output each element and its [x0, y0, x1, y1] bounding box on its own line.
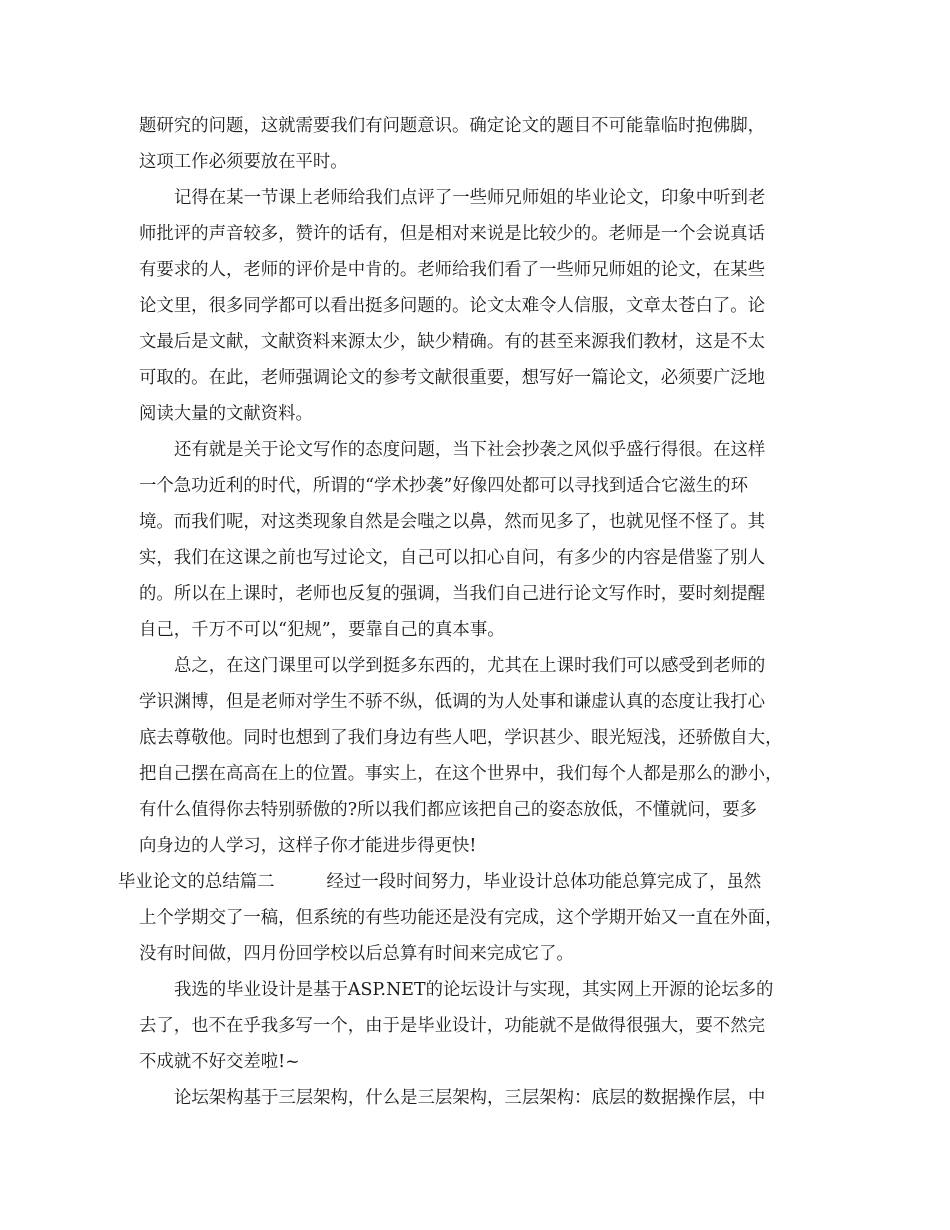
text-line: 自己，千万不可以“犯规”，要靠自己的真本事。	[139, 620, 505, 640]
text-line: 可取的。在此，老师强调论文的参考文献很重要，想写好一篇论文，必须要广泛地	[139, 368, 766, 388]
text-line: 境。而我们呢，对这类现象自然是会嗤之以鼻，然而见多了，也就见怪不怪了。其	[139, 512, 766, 532]
section-first-text: 经过一段时间努力，毕业设计总体功能总算完成了，虽然	[326, 872, 762, 892]
text-line: 题研究的问题，这就需要我们有问题意识。确定论文的题目不可能靠临时抱佛脚，	[139, 116, 766, 136]
text-line: 上个学期交了一稿，但系统的有些功能还是没有完成，这个学期开始又一直在外面，	[139, 908, 783, 928]
text-line: 向身边的人学习，这样子你才能进步得更快!	[139, 836, 477, 856]
text-line: 师批评的声音较多，赞许的话有，但是相对来说是比较少的。老师是一个会说真话	[139, 224, 766, 244]
paragraph-start-line: 我选的毕业设计是基于ASP.NET的论坛设计与实现，其实网上开源的论坛多的	[174, 980, 774, 1000]
text-line: 实，我们在这课之前也写过论文，自己可以扣心自问，有多少的内容是借鉴了别人	[139, 548, 766, 568]
text-line: 把自己摆在高高在上的位置。事实上，在这个世界中，我们每个人都是那么的渺小，	[139, 764, 783, 784]
text-line: 去了，也不在乎我多写一个，由于是毕业设计，功能就不是做得很强大，要不然完	[139, 1016, 766, 1036]
document-page	[118, 108, 819, 1116]
text-line: 有要求的人，老师的评价是中肯的。老师给我们看了一些师兄师姐的论文，在某些	[139, 260, 766, 280]
text-line: 阅读大量的文献资料。	[139, 404, 313, 424]
paragraph-start-line: 记得在某一节课上老师给我们点评了一些师兄师姐的毕业论文，印象中听到老	[174, 188, 766, 208]
paragraph-start-line: 论坛架构基于三层架构，什么是三层架构，三层架构：底层的数据操作层，中	[174, 1088, 766, 1108]
text-line: 有什么值得你去特别骄傲的?所以我们都应该把自己的姿态放低，不懂就问，要多	[139, 800, 757, 820]
text-line: 文最后是文献，文献资料来源太少，缺少精确。有的甚至来源我们教材，这是不太	[139, 332, 766, 352]
section-heading-line	[118, 864, 819, 900]
text-line: 没有时间做，四月份回学校以后总算有时间来完成它了。	[139, 944, 574, 964]
section-heading: 毕业论文的总结篇二	[118, 872, 275, 892]
text-line: 这项工作必须要放在平时。	[139, 152, 348, 172]
text-line: 一个急功近利的时代，所谓的“学术抄袭”好像四处都可以寻找到适合它滋生的环	[139, 476, 749, 496]
text-line: 的。所以在上课时，老师也反复的强调，当我们自己进行论文写作时，要时刻提醒	[139, 584, 766, 604]
text-line: 不成就不好交差啦!~	[139, 1052, 300, 1072]
text-line: 论文里，很多同学都可以看出挺多问题的。论文太难令人信服，文章太苍白了。论	[139, 296, 766, 316]
paragraph-start-line: 还有就是关于论文写作的态度问题，当下社会抄袭之风似乎盛行得很。在这样	[174, 440, 766, 460]
paragraph-start-line: 总之，在这门课里可以学到挺多东西的，尤其在上课时我们可以感受到老师的	[174, 656, 766, 676]
text-line: 学识渊博，但是老师对学生不骄不纵，低调的为人处事和谦虚认真的态度让我打心	[139, 692, 766, 712]
text-line: 底去尊敬他。同时也想到了我们身边有些人吧，学识甚少、眼光短浅，还骄傲自大，	[139, 728, 783, 748]
